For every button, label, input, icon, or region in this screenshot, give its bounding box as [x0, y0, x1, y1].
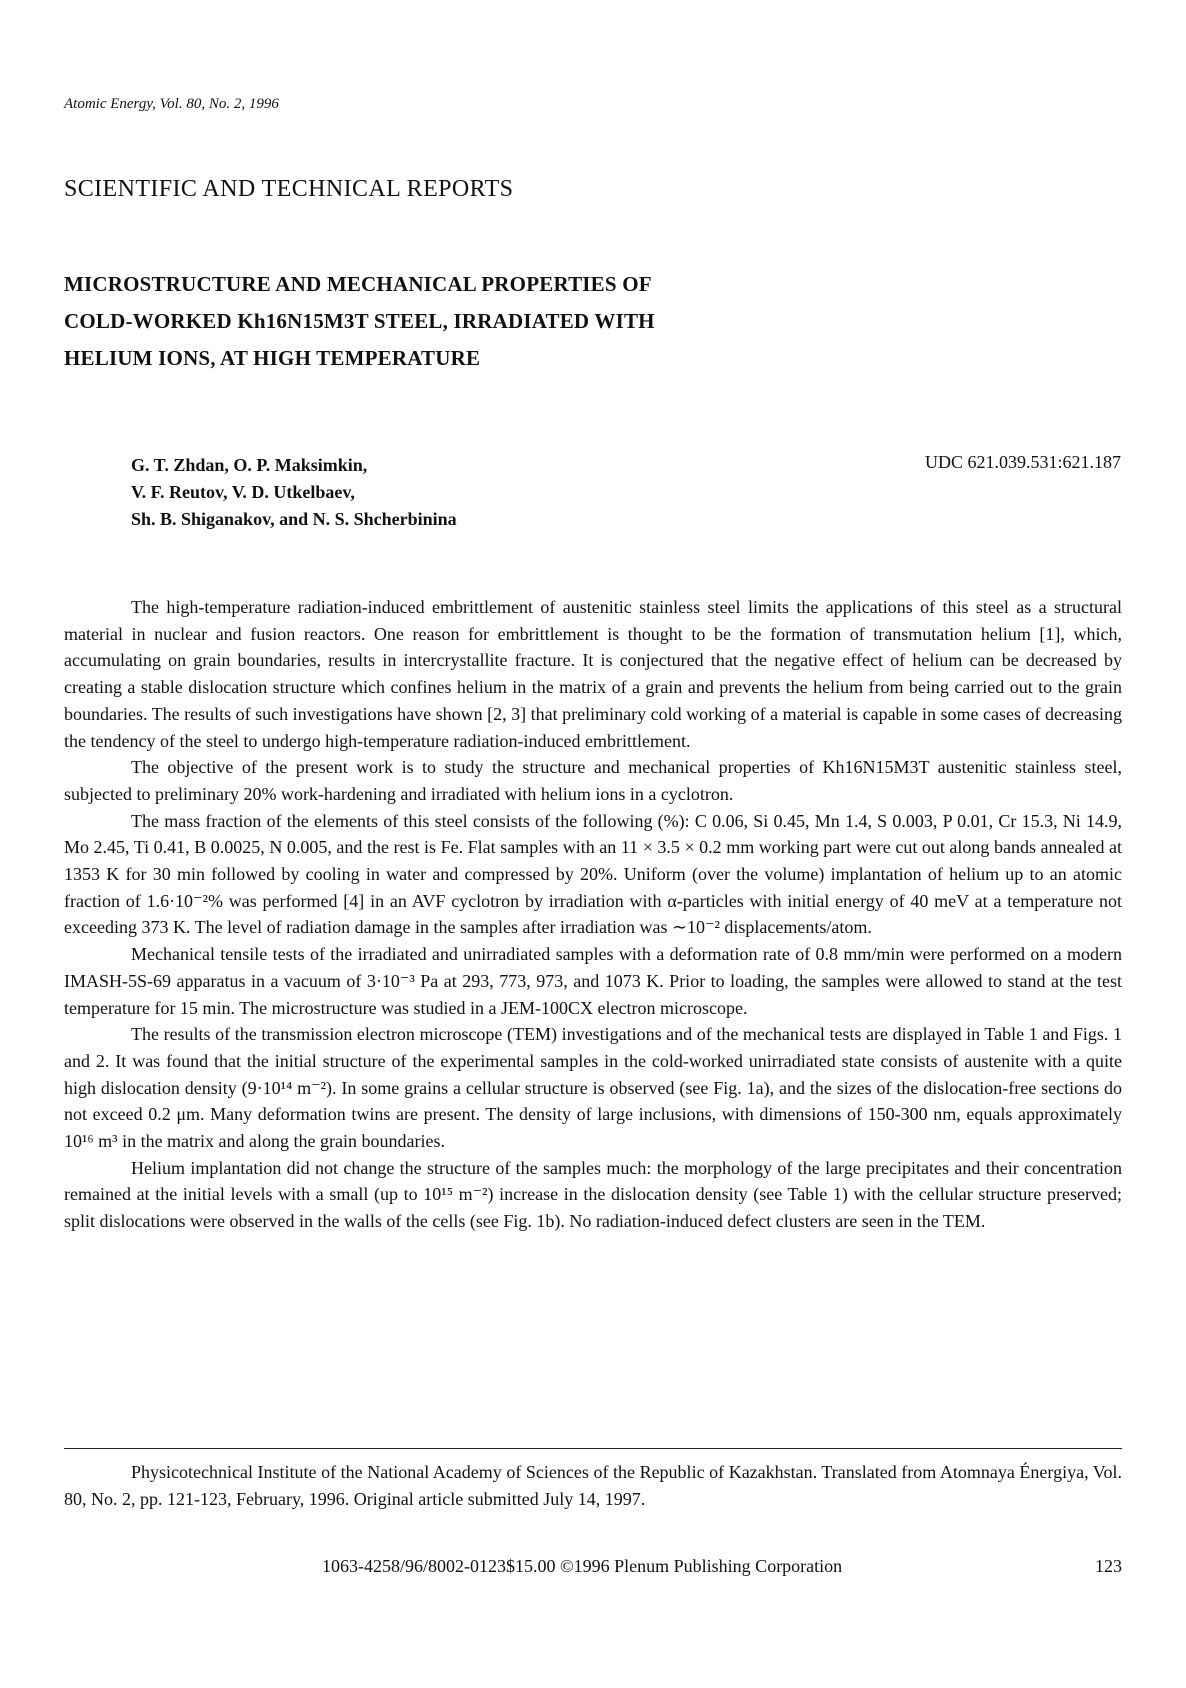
page-number: 123 — [1095, 1556, 1122, 1576]
footnote-divider — [64, 1448, 1122, 1449]
body-paragraph: The mass fraction of the elements of this steel consists of the following (%): C 0.06, Si 0.45, Mn 1.4, S 0.003, P 0.01, Cr 15.3, Ni 14.9, Mo 2.45, Ti 0.41, B 0.0025, N 0.005, and the rest is Fe. Flat samples with an 11 × 3.5 × 0.2 mm working part were cut out along bands annealed at 1353 K for 30 min followed by cooling in water and compressed by 20%. Uniform (over the volume) implantation of helium up to an atomic fraction of 1.6·10⁻²% was performed [4] in an AVF cyclotron by irradiation with α-particles with initial energy of 40 meV at a temperature not exceeding 373 K. The level of radiation damage in the samples after irradiation was ∼10⁻² displacements/atom. — [64, 810, 1122, 938]
copyright-line: 1063-4258/96/8002-0123$15.00 ©1996 Plenum Publishing Corporation — [322, 1556, 843, 1576]
author-line: Sh. B. Shiganakov, and N. S. Shcherbinina — [131, 509, 457, 529]
author-line: G. T. Zhdan, O. P. Maksimkin, — [131, 455, 368, 475]
affiliation-footnote: Physicotechnical Institute of the National Academy of Sciences of the Republic of Kazakhstan. Translated from Atomnaya Énergiya, Vol. 80, No. 2, pp. 121-123, February, 1996. Original article submitted July 14, 1997. — [64, 1462, 1122, 1509]
author-list — [131, 452, 457, 533]
body-paragraph: The results of the transmission electron microscope (TEM) investigations and of the mechanical tests are displayed in Table 1 and Figs. 1 and 2. It was found that the initial structure of the experimental samples in the cold-worked unirradiated state consists of austenite with a quite high dislocation density (9·10¹⁴ m⁻²). In some grains a cellular structure is observed (see Fig. 1a), and the sizes of the dislocation-free sections do not exceed 0.2 μm. Many deformation twins are present. The density of large inclusions, with dimensions of 150-300 nm, equals approximately 10¹⁶ m³ in the matrix and along the grain boundaries. — [64, 1024, 1122, 1152]
article-title — [64, 266, 784, 377]
author-line: V. F. Reutov, V. D. Utkelbaev, — [131, 482, 355, 502]
title-line: MICROSTRUCTURE AND MECHANICAL PROPERTIES OF — [64, 272, 652, 296]
article-body — [64, 594, 1122, 1235]
title-line: HELIUM IONS, AT HIGH TEMPERATURE — [64, 346, 481, 370]
body-paragraph: The high-temperature radiation-induced embrittlement of austenitic stainless steel limits the applications of this steel as a structural material in nuclear and fusion reactors. One reason for embrittlement is thought to be the formation of transmutation helium [1], which, accumulating on grain boundaries, results in intercrystallite fracture. It is conjectured that the negative effect of helium can be decreased by creating a stable dislocation structure which confines helium in the matrix of a grain and prevents the helium from being carried out to the grain boundaries. The results of such investigations have shown [2, 3] that preliminary cold working of a material is capable in some cases of decreasing the tendency of the steel to undergo high-temperature radiation-induced embrittlement. — [64, 597, 1122, 751]
journal-citation: Atomic Energy, Vol. 80, No. 2, 1996 — [64, 96, 279, 112]
udc-code: UDC 621.039.531:621.187 — [924, 452, 1121, 472]
title-line: COLD-WORKED Kh16N15M3T STEEL, IRRADIATED WITH — [64, 309, 655, 333]
body-paragraph: Mechanical tensile tests of the irradiated and unirradiated samples with a deformation rate of 0.8 mm/min were performed on a modern IMASH-5S-69 apparatus in a vacuum of 3·10⁻³ Pa at 293, 773, 973, and 1073 K. Prior to loading, the samples were allowed to stand at the test temperature for 15 min. The microstructure was studied in a JEM-100CX electron microscope. — [64, 944, 1122, 1018]
section-heading: SCIENTIFIC AND TECHNICAL REPORTS — [64, 176, 514, 202]
body-paragraph: The objective of the present work is to study the structure and mechanical properties of Kh16N15M3T austenitic stainless steel, subjected to preliminary 20% work-hardening and irradiated with helium ions in a cyclotron. — [64, 757, 1122, 804]
body-paragraph: Helium implantation did not change the structure of the samples much: the morphology of the large precipitates and their concentration remained at the initial levels with a small (up to 10¹⁵ m⁻²) increase in the dislocation density (see Table 1) with the cellular structure preserved; split dislocations were observed in the walls of the cells (see Fig. 1b). No radiation-induced defect clusters are seen in the TEM. — [64, 1157, 1122, 1232]
